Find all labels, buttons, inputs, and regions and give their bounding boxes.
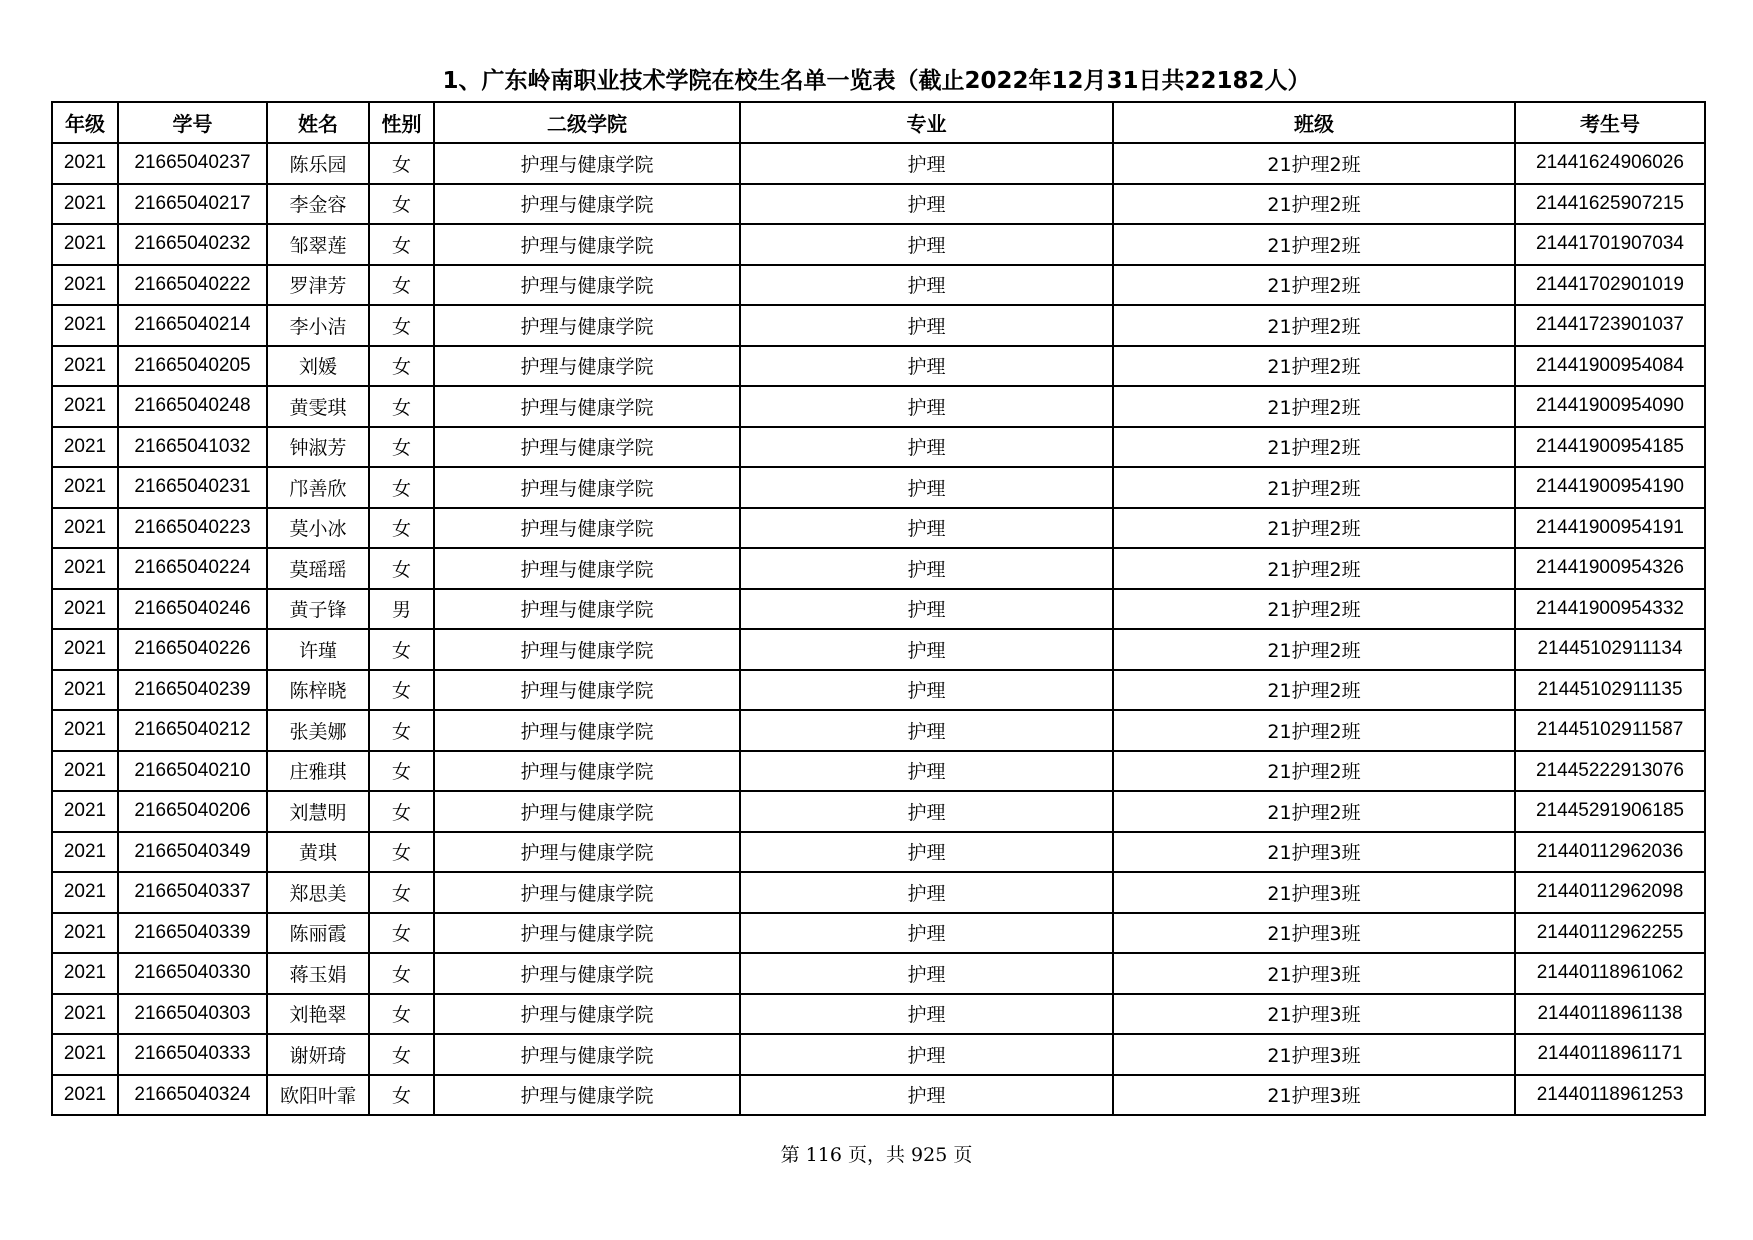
cell-student-id: 21665040237 xyxy=(118,143,267,184)
cell-class: 21护理2班 xyxy=(1113,629,1515,670)
cell-class: 21护理2班 xyxy=(1113,670,1515,711)
cell-major: 护理 xyxy=(740,953,1113,994)
cell-student-id: 21665040248 xyxy=(118,386,267,427)
cell-exam-number: 21445102911135 xyxy=(1515,670,1705,711)
cell-class: 21护理3班 xyxy=(1113,913,1515,954)
cell-major: 护理 xyxy=(740,346,1113,387)
cell-class: 21护理2班 xyxy=(1113,386,1515,427)
cell-major: 护理 xyxy=(740,143,1113,184)
cell-exam-number: 21441900954332 xyxy=(1515,589,1705,630)
cell-college: 护理与健康学院 xyxy=(434,832,740,873)
cell-student-id: 21665040214 xyxy=(118,305,267,346)
cell-college: 护理与健康学院 xyxy=(434,386,740,427)
cell-class: 21护理3班 xyxy=(1113,1075,1515,1116)
cell-class: 21护理2班 xyxy=(1113,589,1515,630)
cell-grade: 2021 xyxy=(52,710,118,751)
table-row xyxy=(52,629,1705,670)
cell-gender: 女 xyxy=(369,751,434,792)
cell-exam-number: 21441624906026 xyxy=(1515,143,1705,184)
cell-name: 黄子锋 xyxy=(267,589,369,630)
cell-student-id: 21665040226 xyxy=(118,629,267,670)
cell-student-id: 21665040330 xyxy=(118,953,267,994)
table-row xyxy=(52,427,1705,468)
table-row xyxy=(52,710,1705,751)
cell-class: 21护理3班 xyxy=(1113,1034,1515,1075)
cell-name: 李金容 xyxy=(267,184,369,225)
cell-college: 护理与健康学院 xyxy=(434,913,740,954)
cell-name: 邹翠莲 xyxy=(267,224,369,265)
cell-college: 护理与健康学院 xyxy=(434,872,740,913)
cell-class: 21护理3班 xyxy=(1113,872,1515,913)
cell-major: 护理 xyxy=(740,629,1113,670)
cell-college: 护理与健康学院 xyxy=(434,346,740,387)
cell-gender: 女 xyxy=(369,467,434,508)
cell-grade: 2021 xyxy=(52,629,118,670)
cell-class: 21护理2班 xyxy=(1113,751,1515,792)
cell-grade: 2021 xyxy=(52,467,118,508)
cell-grade: 2021 xyxy=(52,346,118,387)
cell-exam-number: 21440112962036 xyxy=(1515,832,1705,873)
cell-college: 护理与健康学院 xyxy=(434,143,740,184)
cell-college: 护理与健康学院 xyxy=(434,1075,740,1116)
page-footer: 第 116 页，共 925 页 xyxy=(780,1144,973,1166)
cell-grade: 2021 xyxy=(52,1034,118,1075)
table-row xyxy=(52,589,1705,630)
cell-exam-number: 21445102911134 xyxy=(1515,629,1705,670)
cell-major: 护理 xyxy=(740,427,1113,468)
cell-student-id: 21665040205 xyxy=(118,346,267,387)
cell-major: 护理 xyxy=(740,467,1113,508)
cell-college: 护理与健康学院 xyxy=(434,710,740,751)
cell-name: 庄雅琪 xyxy=(267,751,369,792)
cell-student-id: 21665040206 xyxy=(118,791,267,832)
cell-college: 护理与健康学院 xyxy=(434,1034,740,1075)
cell-exam-number: 21441900954190 xyxy=(1515,467,1705,508)
header-exam-number: 考生号 xyxy=(1515,102,1705,143)
cell-grade: 2021 xyxy=(52,224,118,265)
cell-major: 护理 xyxy=(740,386,1113,427)
cell-major: 护理 xyxy=(740,751,1113,792)
cell-exam-number: 21441702901019 xyxy=(1515,265,1705,306)
cell-grade: 2021 xyxy=(52,872,118,913)
cell-gender: 女 xyxy=(369,832,434,873)
cell-major: 护理 xyxy=(740,1034,1113,1075)
cell-gender: 女 xyxy=(369,346,434,387)
cell-name: 黄雯琪 xyxy=(267,386,369,427)
cell-college: 护理与健康学院 xyxy=(434,629,740,670)
cell-college: 护理与健康学院 xyxy=(434,548,740,589)
cell-major: 护理 xyxy=(740,670,1113,711)
cell-student-id: 21665040239 xyxy=(118,670,267,711)
table-header-row xyxy=(52,102,1705,143)
cell-student-id: 21665040339 xyxy=(118,913,267,954)
cell-college: 护理与健康学院 xyxy=(434,467,740,508)
cell-name: 刘艳翠 xyxy=(267,994,369,1035)
cell-grade: 2021 xyxy=(52,670,118,711)
cell-class: 21护理2班 xyxy=(1113,184,1515,225)
cell-grade: 2021 xyxy=(52,994,118,1035)
cell-gender: 女 xyxy=(369,1034,434,1075)
table-row xyxy=(52,953,1705,994)
cell-college: 护理与健康学院 xyxy=(434,265,740,306)
header-college: 二级学院 xyxy=(434,102,740,143)
cell-name: 许瑾 xyxy=(267,629,369,670)
cell-exam-number: 21440118961138 xyxy=(1515,994,1705,1035)
header-gender: 性别 xyxy=(369,102,434,143)
table-row xyxy=(52,265,1705,306)
cell-grade: 2021 xyxy=(52,751,118,792)
cell-gender: 女 xyxy=(369,427,434,468)
cell-major: 护理 xyxy=(740,265,1113,306)
cell-exam-number: 21441900954090 xyxy=(1515,386,1705,427)
table-row xyxy=(52,508,1705,549)
cell-grade: 2021 xyxy=(52,548,118,589)
table-row xyxy=(52,184,1705,225)
cell-grade: 2021 xyxy=(52,427,118,468)
cell-gender: 女 xyxy=(369,184,434,225)
cell-name: 陈丽霞 xyxy=(267,913,369,954)
cell-name: 刘慧明 xyxy=(267,791,369,832)
cell-exam-number: 21440118961171 xyxy=(1515,1034,1705,1075)
cell-exam-number: 21441900954191 xyxy=(1515,508,1705,549)
cell-grade: 2021 xyxy=(52,305,118,346)
student-roster-table xyxy=(51,101,1706,1116)
cell-grade: 2021 xyxy=(52,1075,118,1116)
cell-student-id: 21665041032 xyxy=(118,427,267,468)
table-body xyxy=(52,143,1705,1115)
cell-class: 21护理2班 xyxy=(1113,305,1515,346)
cell-name: 罗津芳 xyxy=(267,265,369,306)
cell-exam-number: 21441701907034 xyxy=(1515,224,1705,265)
cell-class: 21护理2班 xyxy=(1113,791,1515,832)
cell-gender: 女 xyxy=(369,548,434,589)
cell-college: 护理与健康学院 xyxy=(434,589,740,630)
cell-name: 欧阳叶霏 xyxy=(267,1075,369,1116)
cell-class: 21护理3班 xyxy=(1113,832,1515,873)
cell-college: 护理与健康学院 xyxy=(434,427,740,468)
cell-student-id: 21665040224 xyxy=(118,548,267,589)
cell-name: 邝善欣 xyxy=(267,467,369,508)
cell-gender: 女 xyxy=(369,710,434,751)
cell-exam-number: 21440118961253 xyxy=(1515,1075,1705,1116)
cell-gender: 女 xyxy=(369,670,434,711)
cell-student-id: 21665040212 xyxy=(118,710,267,751)
cell-grade: 2021 xyxy=(52,791,118,832)
cell-college: 护理与健康学院 xyxy=(434,994,740,1035)
cell-exam-number: 21440118961062 xyxy=(1515,953,1705,994)
cell-college: 护理与健康学院 xyxy=(434,791,740,832)
table-row xyxy=(52,305,1705,346)
cell-student-id: 21665040246 xyxy=(118,589,267,630)
cell-gender: 女 xyxy=(369,953,434,994)
cell-college: 护理与健康学院 xyxy=(434,508,740,549)
cell-student-id: 21665040324 xyxy=(118,1075,267,1116)
cell-gender: 女 xyxy=(369,305,434,346)
table-row xyxy=(52,346,1705,387)
cell-name: 郑思美 xyxy=(267,872,369,913)
cell-name: 李小洁 xyxy=(267,305,369,346)
cell-student-id: 21665040337 xyxy=(118,872,267,913)
table-row xyxy=(52,751,1705,792)
cell-gender: 女 xyxy=(369,872,434,913)
page-title: 1、广东岭南职业技术学院在校生名单一览表（截止2022年12月31日共22182人） xyxy=(442,68,1311,94)
cell-college: 护理与健康学院 xyxy=(434,751,740,792)
cell-grade: 2021 xyxy=(52,386,118,427)
cell-name: 莫瑶瑶 xyxy=(267,548,369,589)
cell-gender: 女 xyxy=(369,629,434,670)
cell-exam-number: 21440112962255 xyxy=(1515,913,1705,954)
cell-name: 莫小冰 xyxy=(267,508,369,549)
cell-name: 谢妍琦 xyxy=(267,1034,369,1075)
table-row xyxy=(52,872,1705,913)
cell-grade: 2021 xyxy=(52,953,118,994)
cell-class: 21护理2班 xyxy=(1113,710,1515,751)
cell-gender: 女 xyxy=(369,913,434,954)
cell-gender: 女 xyxy=(369,994,434,1035)
cell-major: 护理 xyxy=(740,872,1113,913)
cell-student-id: 21665040223 xyxy=(118,508,267,549)
cell-student-id: 21665040217 xyxy=(118,184,267,225)
cell-name: 陈梓晓 xyxy=(267,670,369,711)
cell-major: 护理 xyxy=(740,589,1113,630)
cell-name: 张美娜 xyxy=(267,710,369,751)
cell-grade: 2021 xyxy=(52,508,118,549)
cell-gender: 女 xyxy=(369,224,434,265)
table-row xyxy=(52,224,1705,265)
cell-student-id: 21665040231 xyxy=(118,467,267,508)
cell-exam-number: 21445102911587 xyxy=(1515,710,1705,751)
cell-student-id: 21665040232 xyxy=(118,224,267,265)
cell-gender: 女 xyxy=(369,791,434,832)
cell-gender: 男 xyxy=(369,589,434,630)
cell-name: 刘媛 xyxy=(267,346,369,387)
cell-exam-number: 21440112962098 xyxy=(1515,872,1705,913)
cell-grade: 2021 xyxy=(52,184,118,225)
cell-student-id: 21665040303 xyxy=(118,994,267,1035)
cell-college: 护理与健康学院 xyxy=(434,224,740,265)
header-grade: 年级 xyxy=(52,102,118,143)
cell-gender: 女 xyxy=(369,386,434,427)
cell-student-id: 21665040333 xyxy=(118,1034,267,1075)
cell-name: 陈乐园 xyxy=(267,143,369,184)
cell-name: 黄琪 xyxy=(267,832,369,873)
cell-student-id: 21665040210 xyxy=(118,751,267,792)
cell-major: 护理 xyxy=(740,305,1113,346)
cell-grade: 2021 xyxy=(52,913,118,954)
cell-major: 护理 xyxy=(740,508,1113,549)
cell-name: 钟淑芳 xyxy=(267,427,369,468)
cell-major: 护理 xyxy=(740,913,1113,954)
cell-gender: 女 xyxy=(369,143,434,184)
cell-major: 护理 xyxy=(740,832,1113,873)
cell-grade: 2021 xyxy=(52,143,118,184)
header-major: 专业 xyxy=(740,102,1113,143)
cell-major: 护理 xyxy=(740,184,1113,225)
header-student-id: 学号 xyxy=(118,102,267,143)
cell-exam-number: 21441900954084 xyxy=(1515,346,1705,387)
cell-college: 护理与健康学院 xyxy=(434,670,740,711)
cell-class: 21护理2班 xyxy=(1113,427,1515,468)
cell-student-id: 21665040222 xyxy=(118,265,267,306)
cell-major: 护理 xyxy=(740,224,1113,265)
cell-class: 21护理2班 xyxy=(1113,346,1515,387)
cell-class: 21护理3班 xyxy=(1113,994,1515,1035)
header-class: 班级 xyxy=(1113,102,1515,143)
cell-college: 护理与健康学院 xyxy=(434,184,740,225)
cell-exam-number: 21441900954326 xyxy=(1515,548,1705,589)
cell-class: 21护理2班 xyxy=(1113,548,1515,589)
cell-student-id: 21665040349 xyxy=(118,832,267,873)
cell-grade: 2021 xyxy=(52,832,118,873)
table-row xyxy=(52,832,1705,873)
table-row xyxy=(52,1075,1705,1116)
cell-class: 21护理2班 xyxy=(1113,143,1515,184)
cell-gender: 女 xyxy=(369,508,434,549)
cell-major: 护理 xyxy=(740,710,1113,751)
cell-major: 护理 xyxy=(740,1075,1113,1116)
cell-class: 21护理2班 xyxy=(1113,467,1515,508)
cell-grade: 2021 xyxy=(52,265,118,306)
header-name: 姓名 xyxy=(267,102,369,143)
cell-exam-number: 21445222913076 xyxy=(1515,751,1705,792)
cell-gender: 女 xyxy=(369,265,434,306)
table-row xyxy=(52,143,1705,184)
table-row xyxy=(52,548,1705,589)
cell-major: 护理 xyxy=(740,791,1113,832)
table-row xyxy=(52,913,1705,954)
table-row xyxy=(52,386,1705,427)
cell-major: 护理 xyxy=(740,548,1113,589)
cell-college: 护理与健康学院 xyxy=(434,953,740,994)
cell-grade: 2021 xyxy=(52,589,118,630)
cell-major: 护理 xyxy=(740,994,1113,1035)
cell-exam-number: 21441900954185 xyxy=(1515,427,1705,468)
cell-exam-number: 21441625907215 xyxy=(1515,184,1705,225)
cell-college: 护理与健康学院 xyxy=(434,305,740,346)
cell-exam-number: 21441723901037 xyxy=(1515,305,1705,346)
table-row xyxy=(52,1034,1705,1075)
cell-class: 21护理2班 xyxy=(1113,265,1515,306)
cell-class: 21护理2班 xyxy=(1113,224,1515,265)
cell-name: 蒋玉娟 xyxy=(267,953,369,994)
table-row xyxy=(52,670,1705,711)
table-row xyxy=(52,791,1705,832)
table-row xyxy=(52,994,1705,1035)
cell-class: 21护理2班 xyxy=(1113,508,1515,549)
cell-class: 21护理3班 xyxy=(1113,953,1515,994)
table-row xyxy=(52,467,1705,508)
cell-exam-number: 21445291906185 xyxy=(1515,791,1705,832)
cell-gender: 女 xyxy=(369,1075,434,1116)
